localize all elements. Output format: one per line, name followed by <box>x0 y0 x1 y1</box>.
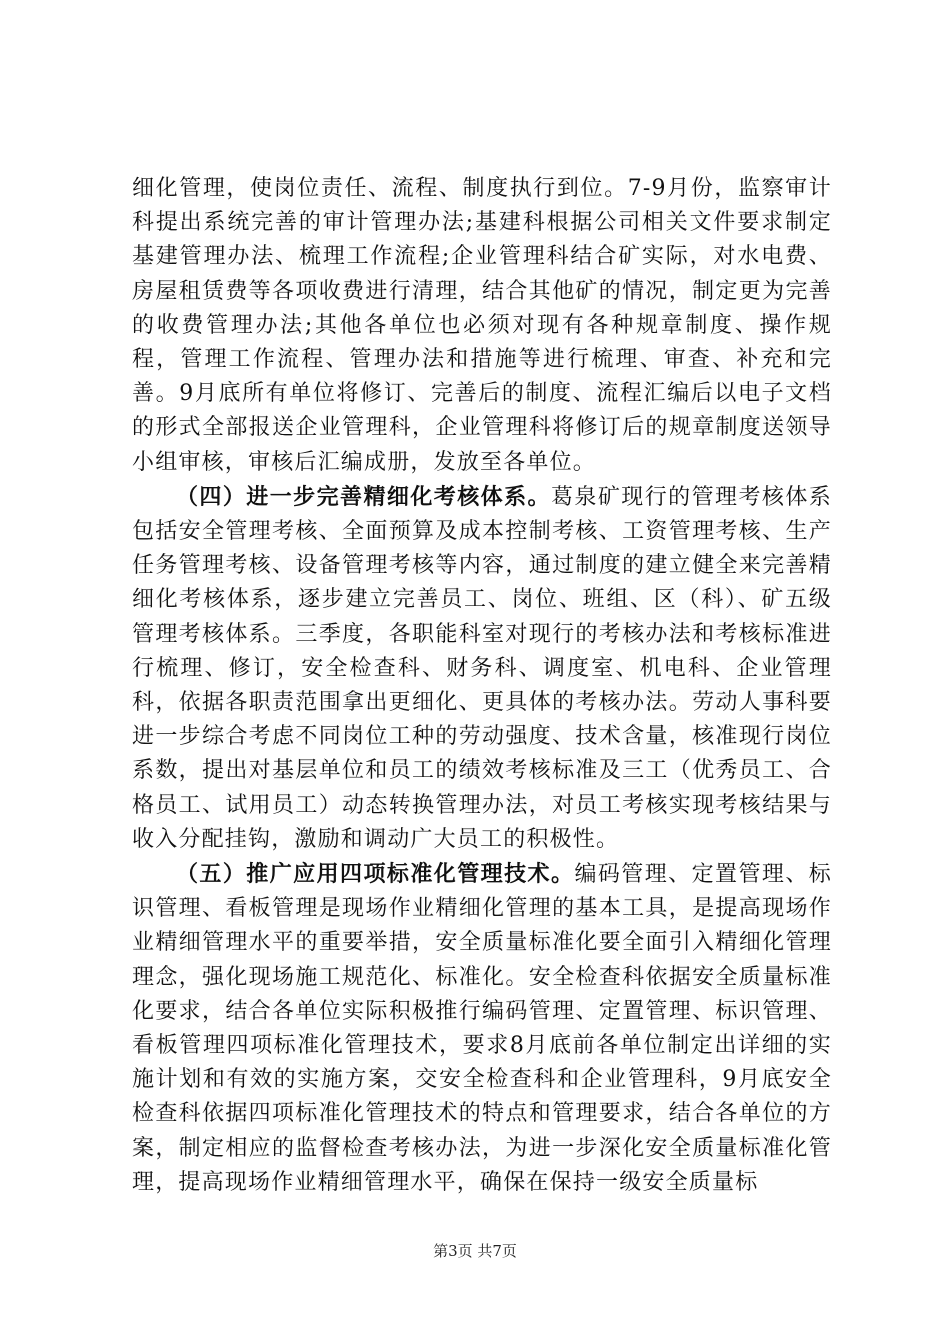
paragraph-1-text: 细化管理，使岗位责任、流程、制度执行到位。7-9月份，监察审计科提出系统完善的审计管理办法;基建科根据公司相关文件要求制定基建管理办法、梳理工作流程;企业管理科结合矿实际，对水电费、房屋租赁费等各项收费进行清理，结合其他矿的情况，制定更为完善的收费管理办法;其他各单位也必须对现有各种规章制度、操作规程，管理工作流程、管理办法和措施等进行梳理、审查、补充和完善。9月底所有单位将修订、完善后的制度、流程汇编后以电子文档的形式全部报送企业管理科，企业管理科将修订后的规章制度送领导小组审核，审核后汇编成册，发放至各单位。 <box>132 176 832 475</box>
document-body <box>132 172 832 1200</box>
paragraph-assessment-system <box>132 480 832 857</box>
paragraph-standardization-techniques <box>132 857 832 1200</box>
page-footer <box>0 1240 950 1261</box>
section-heading-5: （五）推广应用四项标准化管理技术。 <box>176 861 575 888</box>
paragraph-2-text: 葛泉矿现行的管理考核体系包括安全管理考核、全面预算及成本控制考核、工资管理考核、生产任务管理考核、设备管理考核等内容，通过制度的建立健全来完善精细化考核体系，逐步建立完善员工、岗位、班组、区（科）、矿五级管理考核体系。三季度，各职能科室对现行的考核办法和考核标准进行梳理、修订，安全检查科、财务科、调度室、机电科、企业管理科，依据各职责范围拿出更细化、更具体的考核办法。劳动人事科要进一步综合考虑不同岗位工种的劳动强度、技术含量，核准现行岗位系数，提出对基层单位和员工的绩效考核标准及三工（优秀员工、合格员工、试用员工）动态转换管理办法，对员工考核实现考核结果与收入分配挂钩，激励和调动广大员工的积极性。 <box>132 484 833 852</box>
paragraph-continuation <box>132 172 832 480</box>
paragraph-3-text: 编码管理、定置管理、标识管理、看板管理是现场作业精细化管理的基本工具，是提高现场作业精细管理水平的重要举措，安全质量标准化要全面引入精细化管理理念，强化现场施工规范化、标准化。安全检查科依据安全质量标准化要求，结合各单位实际积极推行编码管理、定置管理、标识管理、看板管理四项标准化管理技术，要求8月底前各单位制定出详细的实施计划和有效的实施方案，交安全检查科和企业管理科，9月底安全检查科依据四项标准化管理技术的特点和管理要求，结合各单位的方案，制定相应的监督检查考核办法，为进一步深化安全质量标准化管理，提高现场作业精细管理水平，确保在保持一级安全质量标 <box>132 862 833 1195</box>
page-number-label: 第3页 共7页 <box>433 1242 517 1260</box>
section-heading-4: （四）进一步完善精细化考核体系。 <box>176 483 551 510</box>
